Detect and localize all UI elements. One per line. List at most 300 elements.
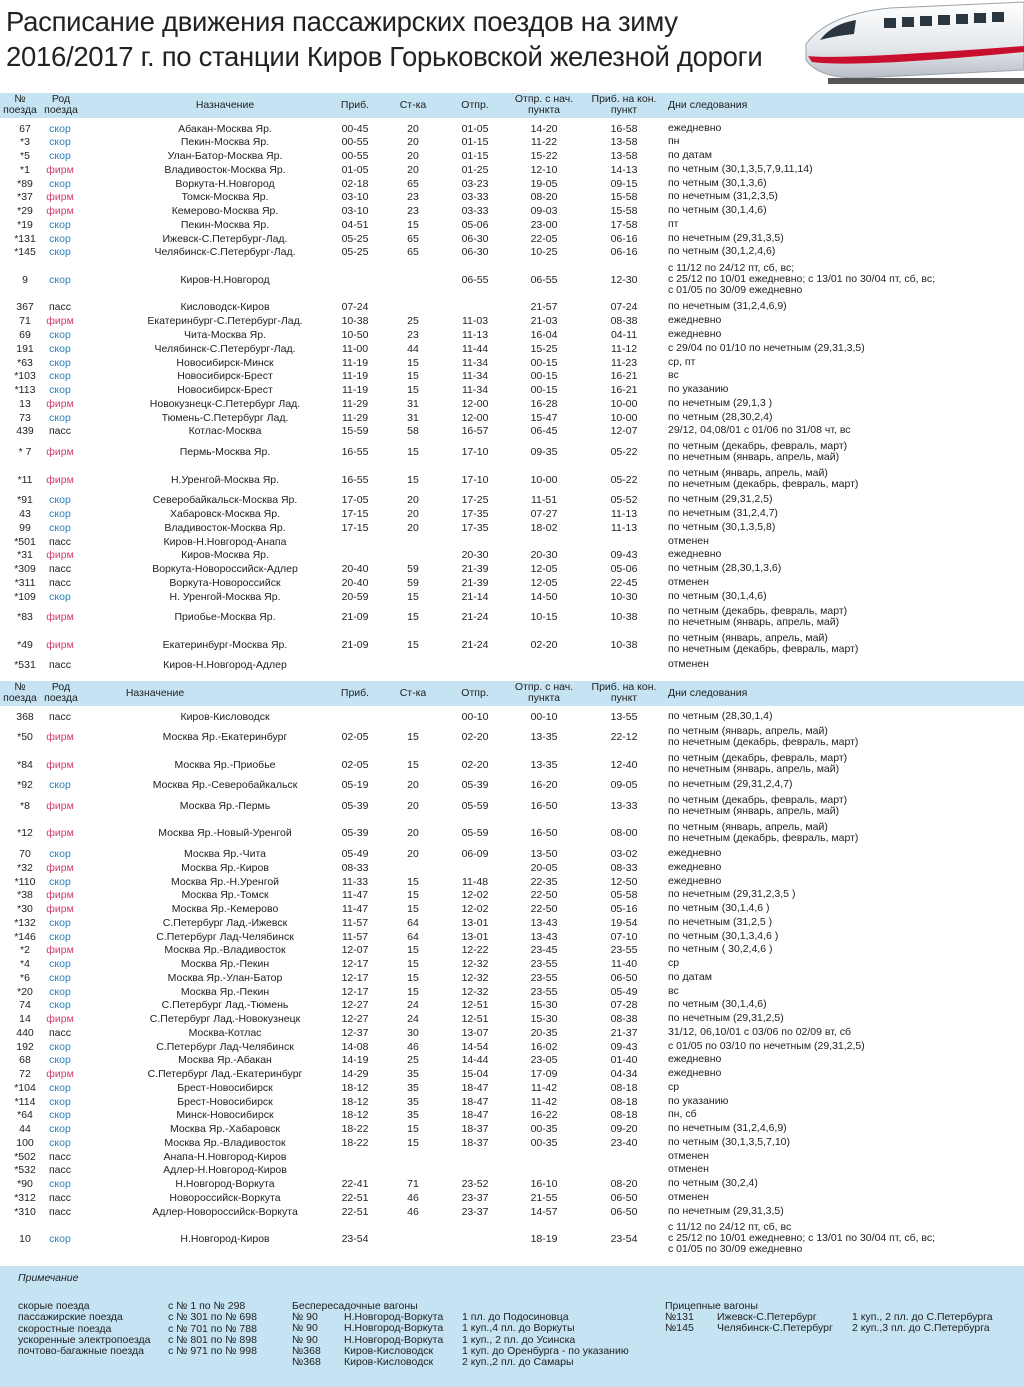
- arrival: 07-24: [341, 301, 369, 314]
- table-row: [0, 819, 1024, 847]
- train-number: *309: [14, 563, 36, 576]
- final-arrival: 11-40: [610, 958, 638, 970]
- stop: 15: [407, 473, 419, 486]
- destination: Екатеринбург-С.Петербург-Лад.: [147, 315, 303, 328]
- origin-departure: 11-42: [530, 1081, 558, 1094]
- final-arrival: 21-37: [610, 1026, 638, 1039]
- final-arrival: 23-54: [610, 1233, 638, 1245]
- schedule-days: [668, 1123, 1024, 1134]
- col-sdep: Отпр. с нач. пункта: [514, 93, 574, 116]
- origin-departure: 23-00: [530, 218, 558, 231]
- train-type: скор: [49, 1123, 71, 1135]
- train-type: скор: [49, 342, 71, 355]
- schedule-days: [668, 301, 1024, 312]
- table-row: [0, 847, 1024, 861]
- final-arrival: 05-22: [610, 446, 638, 459]
- destination: С.Петербург Лад.-Новокузнецк: [149, 1013, 301, 1025]
- train-type: пасс: [48, 710, 72, 723]
- note-trailer-cell: Челябинск-С.Петербург: [717, 1322, 833, 1335]
- schedule-days-line: отменен: [668, 1149, 709, 1162]
- col-earr: Приб. на кон. пункт: [591, 93, 657, 116]
- arrival: 22-51: [341, 1205, 369, 1218]
- final-arrival: 09-20: [610, 1123, 638, 1135]
- final-arrival: 07-28: [610, 999, 638, 1012]
- origin-departure: 06-45: [530, 425, 558, 438]
- schedule-days-line: вс: [668, 369, 679, 382]
- note-through-cell: 2 куп.,2 пл. до Самары: [462, 1356, 574, 1369]
- stop: 35: [407, 1068, 419, 1080]
- departure: 11-03: [461, 315, 489, 328]
- final-arrival: 08-20: [610, 1178, 638, 1190]
- arrival: 18-22: [341, 1123, 369, 1135]
- schedule-days-line: 29/12, 04,08/01 с 01/06 по 31/08 чт, вс: [668, 424, 851, 437]
- table-departures-1: [0, 121, 1024, 672]
- train-type: пасс: [48, 1205, 72, 1218]
- schedule-days: [668, 1206, 1024, 1217]
- note-through-cell: Н.Новгород-Воркута: [344, 1311, 444, 1323]
- table-row: [0, 709, 1024, 723]
- train-type: скор: [49, 384, 71, 397]
- title-line-2: 2016/2017 г. по станции Киров Горьковской железной дороги: [6, 41, 763, 72]
- stop: 15: [407, 758, 419, 771]
- table-row: [0, 1108, 1024, 1122]
- train-icon: [798, 0, 1024, 90]
- stop: 30: [407, 1026, 419, 1039]
- stop: 46: [407, 1205, 419, 1218]
- note-through-cell: 1 пл. до Подосиновца: [462, 1311, 569, 1323]
- arrival: 17-15: [341, 507, 369, 520]
- schedule-days-line: ежедневно: [668, 548, 722, 561]
- train-type: фирм: [46, 191, 74, 204]
- train-type: пасс: [48, 659, 72, 672]
- train-type: скор: [49, 1109, 71, 1122]
- schedule-days: [668, 591, 1024, 602]
- destination: Абакан-Москва Яр.: [178, 122, 272, 135]
- train-type: скор: [49, 329, 71, 341]
- final-arrival: 12-40: [610, 758, 638, 771]
- train-type: фирм: [46, 731, 74, 744]
- train-number: 9: [22, 273, 28, 286]
- schedule-days-line: по датам: [668, 149, 712, 162]
- train-number: *6: [20, 971, 30, 984]
- final-arrival: 13-55: [610, 710, 638, 723]
- destination: Н. Уренгой-Москва Яр.: [169, 590, 281, 603]
- table-row: [0, 575, 1024, 589]
- origin-departure: 20-05: [530, 861, 558, 874]
- origin-departure: 12-05: [530, 563, 558, 576]
- note-through-cell: №368: [292, 1344, 321, 1357]
- train-type: фирм: [46, 889, 74, 902]
- departure: 12-00: [461, 411, 489, 424]
- departure: 14-54: [461, 1040, 489, 1053]
- arrival: 05-39: [341, 827, 369, 840]
- final-arrival: 09-05: [610, 779, 638, 792]
- schedule-days: [668, 753, 1024, 775]
- origin-departure: 00-10: [530, 710, 558, 723]
- col-sdep: Отпр. с нач. пункта: [514, 681, 574, 704]
- origin-departure: 15-22: [530, 150, 558, 163]
- table-row: [0, 328, 1024, 342]
- arrival: 11-29: [341, 397, 369, 410]
- train-type: скор: [49, 122, 71, 135]
- table-row: [0, 1053, 1024, 1067]
- schedule-days: [668, 150, 1024, 161]
- schedule-days-line: ежедневно: [668, 860, 722, 873]
- stop: 58: [407, 425, 419, 438]
- departure: 12-32: [461, 971, 489, 984]
- schedule-days-line: по нечетным (январь, апрель, май): [668, 450, 840, 463]
- schedule-days: [668, 536, 1024, 547]
- schedule-days-line: ежедневно: [668, 874, 722, 887]
- note-cats-cell: с № 1 по № 298: [168, 1300, 246, 1312]
- destination: С.Петербург Лад.-Екатеринбург: [147, 1068, 303, 1080]
- page-title: [6, 4, 796, 74]
- schedule-days-line: 31/12, 06,10/01 с 03/06 по 02/09 вт, сб: [668, 1025, 851, 1038]
- train-number: 100: [16, 1136, 34, 1149]
- schedule-days: [668, 903, 1024, 914]
- origin-departure: 09-03: [530, 205, 558, 218]
- schedule-days-line: по четным (декабрь, февраль, март): [668, 604, 848, 617]
- destination: Н.Новгород-Киров: [180, 1233, 270, 1245]
- origin-departure: 11-22: [530, 136, 558, 149]
- origin-departure: 13-35: [530, 758, 558, 771]
- train-number: *113: [14, 384, 36, 397]
- final-arrival: 03-02: [610, 848, 638, 860]
- train-type: фирм: [46, 611, 74, 624]
- final-arrival: 05-58: [610, 889, 638, 902]
- arrival: 18-22: [341, 1136, 369, 1149]
- destination: Киров-Москва Яр.: [181, 549, 269, 562]
- origin-departure: 12-10: [530, 163, 558, 176]
- train-type: скор: [49, 521, 71, 534]
- final-arrival: 10-38: [610, 638, 638, 651]
- stop: 15: [407, 889, 419, 902]
- departure: 06-55: [461, 273, 489, 286]
- train-type: скор: [49, 218, 71, 231]
- stop: 46: [407, 1040, 419, 1053]
- stop: 65: [407, 232, 419, 245]
- schedule-days-line: по нечетным (29,31,2,4,7): [668, 778, 793, 791]
- departure: 23-52: [461, 1178, 489, 1190]
- stop: 59: [407, 576, 419, 589]
- train-number: 44: [19, 1123, 31, 1135]
- destination: Пекин-Москва Яр.: [180, 218, 270, 231]
- train-number: *92: [17, 779, 33, 792]
- origin-departure: 16-10: [530, 1178, 558, 1190]
- schedule-days: [668, 508, 1024, 519]
- table-row: [0, 957, 1024, 971]
- schedule-days-line: по нечетным (29,1,3 ): [668, 396, 773, 409]
- stop: 20: [407, 163, 419, 176]
- col-dest: Назначение: [125, 687, 185, 699]
- schedule-days-line: вс: [668, 984, 679, 997]
- table-row: [0, 1149, 1024, 1163]
- schedule-days-line: с 11/12 по 24/12 пт, сб, вс: [668, 1221, 792, 1234]
- through-cars-title: Беспересадочные вагоны: [292, 1300, 418, 1312]
- schedule-days-line: по четным (декабрь, февраль, март): [668, 793, 848, 806]
- stop: 35: [407, 1081, 419, 1094]
- final-arrival: 11-13: [610, 521, 638, 534]
- final-arrival: 16-21: [610, 384, 638, 397]
- train-type: скор: [49, 370, 71, 383]
- train-type: пасс: [48, 301, 72, 314]
- destination: Москва Яр.-Хабаровск: [169, 1123, 281, 1135]
- arrival: 23-54: [341, 1233, 369, 1245]
- table-row: [0, 314, 1024, 328]
- note-through-cell: № 90: [292, 1322, 318, 1335]
- table-row: [0, 369, 1024, 383]
- schedule-days-line: с 11/12 по 24/12 пт, сб, вс;: [668, 262, 795, 275]
- table-row: [0, 396, 1024, 410]
- final-arrival: 10-00: [610, 397, 638, 410]
- col-st: Ст-ка: [399, 687, 427, 699]
- train-type: фирм: [46, 1013, 74, 1025]
- final-arrival: 05-06: [610, 563, 638, 576]
- stop: 23: [407, 205, 419, 218]
- stop: 15: [407, 1136, 419, 1149]
- schedule-days-line: по четным (30,1,4,6): [668, 204, 767, 217]
- schedule-days: [668, 219, 1024, 230]
- arrival: 05-25: [341, 232, 369, 245]
- schedule-days-line: с 01/05 по 03/10 по нечетным (29,31,2,5): [668, 1039, 865, 1052]
- origin-departure: 20-30: [530, 549, 558, 562]
- train-number: 70: [19, 848, 31, 860]
- train-number: 10: [19, 1233, 31, 1245]
- destination: Кисловодск-Киров: [180, 301, 270, 314]
- schedule-days: [668, 779, 1024, 790]
- origin-departure: 16-50: [530, 799, 558, 812]
- departure: 21-39: [461, 563, 489, 576]
- col-dep: Отпр.: [461, 687, 489, 699]
- departure: 13-01: [461, 916, 489, 929]
- schedule-days-line: по нечетным (декабрь, февраль, март): [668, 832, 859, 844]
- arrival: 12-17: [341, 971, 369, 984]
- final-arrival: 16-58: [610, 122, 638, 135]
- arrival: 12-17: [341, 985, 369, 998]
- note-trailer-cell: 2 куп.,3 пл. до С.Петербурга: [852, 1322, 990, 1335]
- train-number: *4: [20, 958, 30, 970]
- train-number: *1: [20, 163, 30, 176]
- schedule-days: [668, 1096, 1024, 1107]
- arrival: 11-29: [341, 411, 369, 424]
- train-type: скор: [49, 999, 71, 1012]
- train-number: 43: [19, 507, 31, 520]
- destination: Екатеринбург-Москва Яр.: [162, 638, 288, 651]
- destination: Москва Яр.-Северобайкальск: [152, 779, 298, 792]
- train-number: *501: [14, 535, 36, 548]
- note-through-cell: Киров-Кисловодск: [344, 1344, 434, 1357]
- table-row: [0, 1080, 1024, 1094]
- destination: Н.Уренгой-Москва Яр.: [170, 473, 280, 486]
- final-arrival: 08-18: [610, 1081, 638, 1094]
- schedule-days-line: по нечетным (31,2,4,7): [668, 506, 778, 519]
- table-row: [0, 506, 1024, 520]
- schedule-days-line: по нечетным (31,2,3,5): [668, 190, 778, 203]
- schedule-days-line: отменен: [668, 658, 709, 671]
- departure: 11-34: [461, 356, 489, 369]
- train-number: *29: [17, 205, 33, 218]
- schedule-days: [668, 343, 1024, 354]
- origin-departure: 13-43: [530, 930, 558, 943]
- note-through-cell: 1 куп., 2 пл. до Усинска: [462, 1333, 576, 1346]
- stop: 20: [407, 136, 419, 149]
- arrival: 15-59: [341, 425, 369, 438]
- final-arrival: 10-00: [610, 411, 638, 424]
- train-type: скор: [49, 356, 71, 369]
- train-type: пасс: [48, 576, 72, 589]
- departure: 12-51: [461, 1013, 489, 1025]
- table-row: [0, 792, 1024, 820]
- schedule-days-line: по четным (30,1,4,6 ): [668, 902, 770, 914]
- schedule-days-line: пн, сб: [668, 1108, 697, 1121]
- schedule-days-line: по четным (30,1,3,5,7,9,11,14): [668, 162, 813, 175]
- origin-departure: 15-30: [530, 1013, 558, 1025]
- final-arrival: 12-30: [610, 273, 638, 286]
- final-arrival: 10-30: [610, 590, 638, 603]
- arrival: 11-47: [341, 889, 369, 902]
- schedule-days-line: по четным (декабрь, февраль, март): [668, 439, 848, 452]
- schedule-days: [668, 972, 1024, 983]
- final-arrival: 22-45: [610, 576, 638, 589]
- train-type: скор: [49, 1081, 71, 1094]
- departure: 05-59: [461, 799, 489, 812]
- final-arrival: 11-23: [610, 356, 638, 369]
- destination: Минск-Новосибирск: [176, 1109, 274, 1122]
- departure: 12-02: [461, 903, 489, 915]
- departure: 06-09: [461, 848, 489, 860]
- arrival: 12-27: [341, 1013, 369, 1025]
- destination: Котлас-Москва: [188, 425, 262, 438]
- train-type: скор: [49, 150, 71, 163]
- stop: 25: [407, 1054, 419, 1067]
- stop: 15: [407, 731, 419, 744]
- schedule-days: [668, 136, 1024, 147]
- destination: Москва-Котлас: [188, 1026, 262, 1039]
- stop: 15: [407, 218, 419, 231]
- schedule-days-line: ежедневно: [668, 1067, 722, 1079]
- schedule-days-line: отменен: [668, 534, 709, 547]
- destination: Челябинск-С.Петербург-Лад.: [154, 342, 296, 355]
- origin-departure: 00-35: [530, 1136, 558, 1149]
- schedule-days-line: по четным (29,31,2,5): [668, 493, 773, 506]
- note-trailer-cell: 1 куп., 2 пл. до С.Петербурга: [852, 1311, 993, 1323]
- table-row: [0, 438, 1024, 466]
- destination: Приобье-Москва Яр.: [174, 611, 276, 624]
- departure: 05-06: [461, 218, 489, 231]
- arrival: 12-37: [341, 1026, 369, 1039]
- origin-departure: 06-55: [530, 273, 558, 286]
- origin-departure: 16-04: [530, 329, 558, 341]
- schedule-days: [668, 123, 1024, 134]
- final-arrival: 13-58: [610, 136, 638, 149]
- train-number: *132: [14, 916, 36, 929]
- table-row: [0, 245, 1024, 259]
- schedule-days-line: с 29/04 по 01/10 по нечетным (29,31,3,5): [668, 341, 865, 354]
- table-row: [0, 915, 1024, 929]
- destination: Пермь-Москва Яр.: [179, 446, 271, 459]
- stop: 15: [407, 903, 419, 915]
- note-trailer-cell: №145: [665, 1322, 694, 1335]
- origin-departure: 21-57: [530, 301, 558, 314]
- schedule-days: [668, 726, 1024, 748]
- train-type: пасс: [48, 535, 72, 548]
- schedule-days-line: ср: [668, 957, 680, 969]
- schedule-days-line: ср: [668, 1080, 680, 1093]
- departure: 12-32: [461, 985, 489, 998]
- train-number: *5: [20, 150, 30, 163]
- table-row: [0, 589, 1024, 603]
- departure: 03-23: [461, 177, 489, 190]
- stop: 15: [407, 384, 419, 397]
- destination: Москва Яр.-Пекин: [180, 985, 270, 998]
- table-row: [0, 465, 1024, 493]
- departure: 01-25: [461, 163, 489, 176]
- table-row: [0, 383, 1024, 397]
- arrival: 02-05: [341, 731, 369, 744]
- schedule-days-line: по датам: [668, 970, 712, 983]
- origin-departure: 16-50: [530, 827, 558, 840]
- schedule-days-line: по нечетным (31,2,4,6,9): [668, 300, 787, 313]
- schedule-days: [668, 999, 1024, 1010]
- origin-departure: 19-05: [530, 177, 558, 190]
- train-number: *89: [17, 177, 33, 190]
- schedule-days-line: по нечетным (январь, апрель, май): [668, 615, 840, 628]
- schedule-days-line: по нечетным (январь, апрель, май): [668, 804, 840, 817]
- train-type: скор: [49, 985, 71, 998]
- col-days: Дни следования: [668, 687, 748, 699]
- departure: 02-20: [461, 731, 489, 744]
- schedule-days-line: отменен: [668, 575, 709, 588]
- arrival: 00-45: [341, 122, 369, 135]
- train-number: *502: [14, 1150, 36, 1163]
- origin-departure: 17-09: [530, 1068, 558, 1080]
- departure: 18-37: [461, 1136, 489, 1149]
- train-type: скор: [49, 411, 71, 424]
- table-row: [0, 1012, 1024, 1026]
- schedule-days: [668, 1137, 1024, 1148]
- final-arrival: 17-58: [610, 218, 638, 231]
- destination: Владивосток-Москва Яр.: [164, 521, 286, 534]
- train-type: скор: [49, 971, 71, 984]
- final-arrival: 08-00: [610, 827, 638, 840]
- note-cats-cell: ускоренные электропоезда: [18, 1333, 151, 1346]
- origin-departure: 10-00: [530, 473, 558, 486]
- destination: Брест-Новосибирск: [177, 1095, 273, 1108]
- origin-departure: 09-35: [530, 446, 558, 459]
- destination: Томск-Москва Яр.: [181, 191, 269, 204]
- note-cats-cell: скоростные поезда: [18, 1322, 112, 1335]
- table-row: [0, 658, 1024, 672]
- departure: 18-37: [461, 1123, 489, 1135]
- train-type: скор: [49, 232, 71, 245]
- departure: 16-57: [461, 425, 489, 438]
- destination: Москва Яр.-Кемерово: [171, 903, 279, 915]
- destination: Ижевск-С.Петербург-Лад.: [162, 232, 288, 245]
- schedule-days: [668, 233, 1024, 244]
- final-arrival: 11-13: [610, 507, 638, 520]
- note-trailer-cell: Ижевск-С.Петербург: [717, 1311, 817, 1323]
- schedule-days: [668, 889, 1024, 900]
- stop: 20: [407, 507, 419, 520]
- final-arrival: 23-40: [610, 1136, 638, 1149]
- schedule-days-line: по нечетным (29,31,3,5): [668, 1204, 784, 1217]
- train-type: фирм: [46, 903, 74, 915]
- arrival: 18-12: [341, 1095, 369, 1108]
- stop: 31: [407, 411, 419, 424]
- departure: 00-10: [461, 710, 489, 723]
- schedule-days-line: отменен: [668, 1190, 709, 1203]
- note-through-cell: Киров-Кисловодск: [344, 1356, 434, 1369]
